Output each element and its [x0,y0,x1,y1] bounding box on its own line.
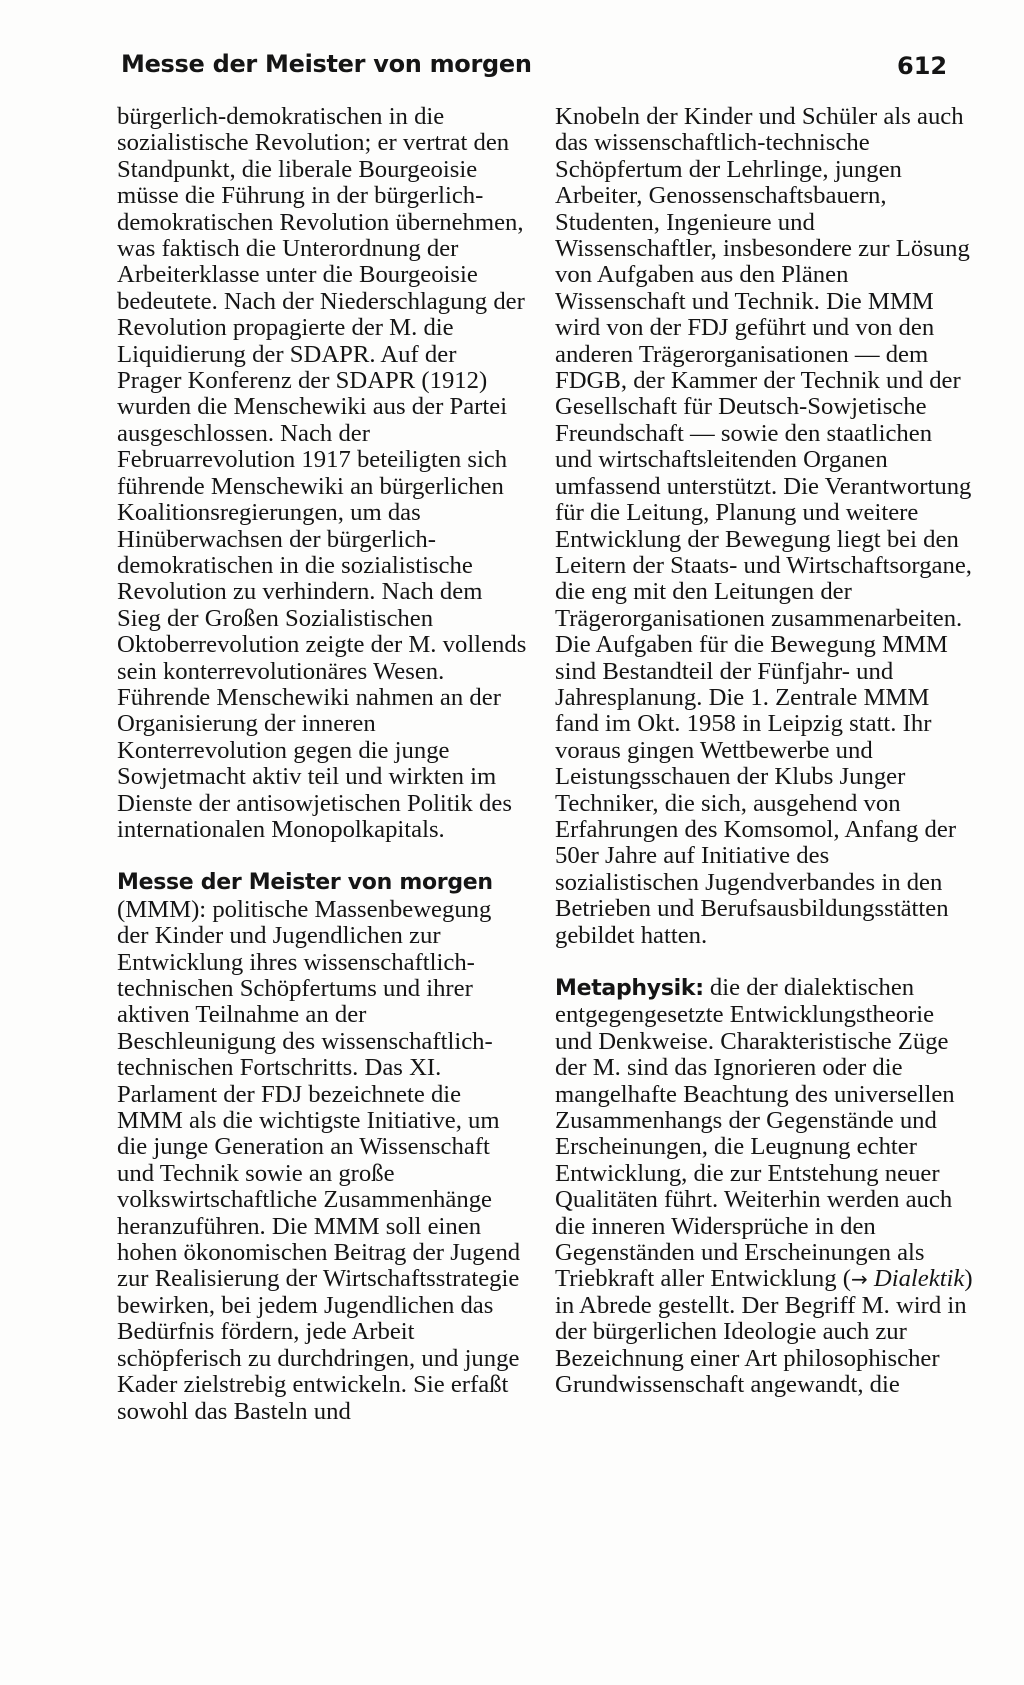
entry-body-text: die der dialektischen entgegengesetzte Entwicklungstheorie und Denkweise. Charakteristische Züge der M. sind das Ignorieren oder die mangelhafte Beachtung des universellen Zusammenhangs der Gegenstände und Erscheinungen, die Leugnung echter Entwicklung, die zur Entstehung neuer Qualitäten führt. Weiterhin werden auch die inneren Widersprüche in den Gegenständen und Erscheinungen als Triebkraft aller Entwicklung ( [555,974,955,1293]
cross-reference-arrow-icon: → [850,1267,868,1292]
entry-body-text: (MMM): politische Massenbewegung der Kinder und Jugendlichen zur Entwicklung ihres wissenschaftlich-technischen Schöpfertums und ihrer aktiven Teilnahme an der Beschleunigung des wissenschaftlich-technischen Fortschritts. Das XI. Parlament der FDJ bezeichnete die MMM als die wichtigste Initiative, um die junge Generation an Wissenschaft und Technik sowie an große volkswirtschaftliche Zusammenhänge heranzuführen. Die MMM soll einen hohen ökonomischen Beitrag der Jugend zur Realisierung der Wirtschaftsstrategie bewirken, bei jedem Jugendlichen das Bedürfnis fördern, jede Arbeit schöpferisch zu durchdringen, und junge Kader zielstrebig entwickeln. Sie erfaßt sowohl das Basteln und [117,895,521,1425]
entry-headword: Metaphysik: [555,976,704,1001]
entry-messe-der-meister-von-morgen [117,869,527,1425]
continuation-paragraph-menschewismus: bürgerlich-demokratischen in die sozialistische Revolution; er vertrat den Standpunkt, die liberale Bourgeoisie müsse die Führung in der bürgerlich-demokratischen Revolution übernehmen, was faktisch die Unterordnung der Arbeiterklasse unter die Bourgeoisie bedeutete. Nach der Niederschlagung der Revolution propagierte der M. die Liquidierung der SDAPR. Auf der Prager Konferenz der SDAPR (1912) wurden die Menschewiki aus der Partei ausgeschlossen. Nach der Februarrevolution 1917 beteiligten sich führende Menschewiki an bürgerlichen Koalitionsregierungen, um das Hinüberwachsen der bürgerlich-demokratischen in die sozialistische Revolution zu verhindern. Nach dem Sieg der Großen Sozialistischen Oktoberrevolution zeigte der M. vollends sein konterrevolutionäres Wesen. Führende Menschewiki nahmen an der Organisierung der inneren Konterrevolution gegen die junge Sowjetmacht aktiv teil und wirkten im Dienste der antisowjetischen Politik des internationalen Monopolkapitals. [117,103,527,843]
entry-gap [555,949,973,975]
cross-reference-dialektik[interactable]: Dialektik [873,1265,965,1293]
entry-headword: Messe der Meister von morgen [117,870,493,896]
entry-metaphysik [555,975,973,1399]
entry-body-text-continued: ) in Abrede gestellt. Der Begriff M. wird in der bürgerlichen Ideologie auch zur Bezeichnung einer Art philosophischer Grundwissenschaft angewandt, die [555,1265,973,1399]
entry-gap [117,843,527,869]
continuation-paragraph-mmm: Knobeln der Kinder und Schüler als auch das wissenschaftlich-technische Schöpfertum der Lehrlinge, jungen Arbeiter, Genossenschaftsbauern, Studenten, Ingenieure und Wissenschaftler, insbesondere zur Lösung von Aufgaben aus den Plänen Wissenschaft und Technik. Die MMM wird von der FDJ geführt und von den anderen Trägerorganisationen — dem FDGB, der Kammer der Technik und der Gesellschaft für Deutsch-Sowjetische Freundschaft — sowie den staatlichen und wirtschaftsleitenden Organen umfassend unterstützt. Die Verantwortung für die Leitung, Planung und weitere Entwicklung der Bewegung liegt bei den Leitern der Staats- und Wirtschaftsorgane, die eng mit den Leitungen der Trägerorganisationen zusammenarbeiten. Die Aufgaben für die Bewegung MMM sind Bestandteil der Fünfjahr- und Jahresplanung. Die 1. Zentrale MMM fand im Okt. 1958 in Leipzig statt. Ihr voraus gingen Wettbewerbe und Leistungsschauen der Klubs Junger Techniker, die sich, ausgehend von Erfahrungen des Komsomol, Anfang der 50er Jahre auf Initiative des sozialistischen Jugendverbandes in den Betrieben und Berufsausbildungsstätten gebildet hatten. [555,103,972,949]
running-head: Messe der Meister von morgen [121,50,532,78]
left-column [117,104,527,1425]
page-number: 612 [897,52,948,80]
right-column [555,104,973,1399]
